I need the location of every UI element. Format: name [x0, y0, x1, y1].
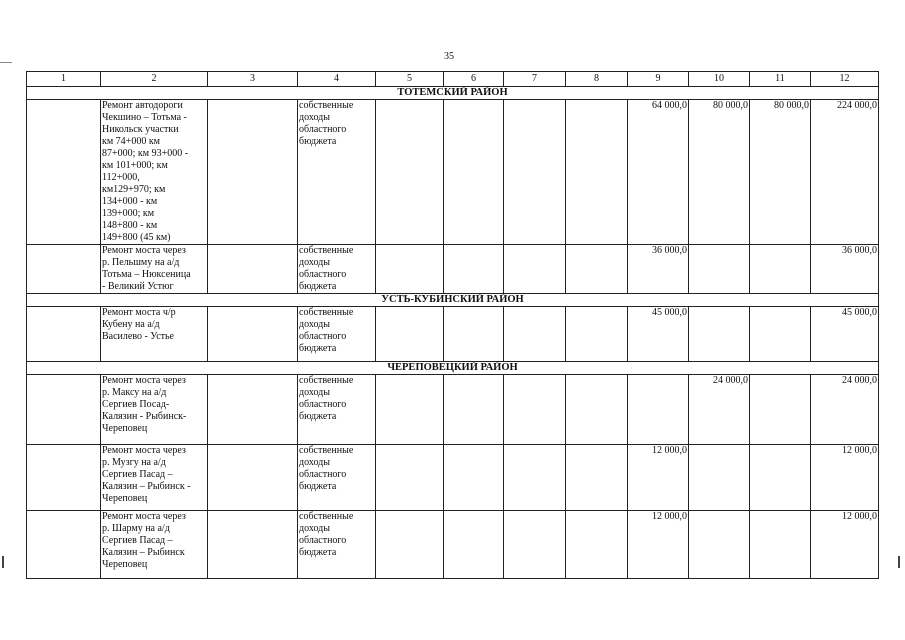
- work-description-line: Череповец: [102, 493, 148, 504]
- funding-source-line: областного: [299, 124, 347, 135]
- empty-cell: [27, 100, 101, 245]
- table-row: [27, 445, 879, 511]
- empty-cell: [444, 445, 504, 511]
- amount-col-12: 12 000,0: [811, 445, 879, 511]
- empty-cell: [376, 100, 444, 245]
- page-number: 35: [444, 51, 454, 62]
- region-title: ЧЕРЕПОВЕЦКИЙ РАЙОН: [27, 362, 879, 375]
- amount-col-11: [750, 375, 811, 445]
- empty-cell: [566, 511, 628, 579]
- empty-cell: [376, 307, 444, 362]
- empty-cell: [504, 511, 566, 579]
- funding-source-line: доходы: [299, 387, 330, 398]
- amount-col-10: 80 000,0: [689, 100, 750, 245]
- funding-source-line: собственные: [299, 511, 354, 522]
- work-description-line: Калязин – Рыбинск -: [102, 481, 191, 492]
- column-header-row: [27, 72, 879, 87]
- work-description-line: 112+000,: [102, 172, 140, 183]
- work-description-line: Ремонт автодороги: [102, 100, 183, 111]
- amount-col-10: 24 000,0: [689, 375, 750, 445]
- work-description-line: Ремонт моста ч/р: [102, 307, 176, 318]
- scan-edge-mark: [2, 556, 4, 568]
- region-header-row: [27, 362, 879, 375]
- empty-cell: [504, 445, 566, 511]
- work-description-line: р. Максу на а/д: [102, 387, 167, 398]
- amount-col-9: [628, 375, 689, 445]
- empty-cell: [27, 307, 101, 362]
- table-row: [27, 375, 879, 445]
- work-description-line: - Великий Устюг: [102, 281, 174, 292]
- region-header-row: [27, 87, 879, 100]
- amount-col-12: 24 000,0: [811, 375, 879, 445]
- work-description-line: Ремонт моста через: [102, 375, 186, 386]
- budget-table: [26, 71, 879, 579]
- column-header: 4: [298, 72, 376, 87]
- work-description-line: Сергиев Пасад –: [102, 535, 173, 546]
- funding-source-line: собственные: [299, 375, 354, 386]
- empty-cell: [27, 245, 101, 294]
- work-description-line: Никольск участки: [102, 124, 179, 135]
- funding-source-line: доходы: [299, 319, 330, 330]
- amount-col-11: [750, 445, 811, 511]
- column-header: 11: [750, 72, 811, 87]
- work-description-line: р. Пельшму на а/д: [102, 257, 180, 268]
- work-description-cell: [101, 511, 208, 579]
- work-description-line: Кубену на а/д: [102, 319, 160, 330]
- funding-source-cell: [298, 445, 376, 511]
- empty-cell: [504, 307, 566, 362]
- column-header: 9: [628, 72, 689, 87]
- region-header-row: [27, 294, 879, 307]
- funding-source-cell: [298, 307, 376, 362]
- amount-col-12: 224 000,0: [811, 100, 879, 245]
- empty-cell: [444, 245, 504, 294]
- amount-col-10: [689, 307, 750, 362]
- column-header: 1: [27, 72, 101, 87]
- work-description-line: Ремонт моста через: [102, 511, 186, 522]
- amount-col-10: [689, 245, 750, 294]
- column-header: 5: [376, 72, 444, 87]
- empty-cell: [208, 245, 298, 294]
- amount-col-10: [689, 445, 750, 511]
- table-row: [27, 511, 879, 579]
- table-row: [27, 245, 879, 294]
- column-header: 7: [504, 72, 566, 87]
- empty-cell: [208, 445, 298, 511]
- budget-table-wrapper: [26, 71, 879, 579]
- funding-source-line: доходы: [299, 457, 330, 468]
- work-description-line: 149+800 (45 км): [102, 232, 171, 243]
- empty-cell: [566, 445, 628, 511]
- funding-source-line: областного: [299, 469, 347, 480]
- work-description-cell: [101, 307, 208, 362]
- empty-cell: [208, 100, 298, 245]
- funding-source-line: собственные: [299, 307, 354, 318]
- empty-cell: [504, 100, 566, 245]
- region-title: ТОТЕМСКИЙ РАЙОН: [27, 87, 879, 100]
- empty-cell: [566, 245, 628, 294]
- scan-edge-line: [0, 62, 12, 63]
- empty-cell: [376, 375, 444, 445]
- column-header: 3: [208, 72, 298, 87]
- column-header: 10: [689, 72, 750, 87]
- work-description-line: 139+000; км: [102, 208, 155, 219]
- work-description-line: 148+800 - км: [102, 220, 158, 231]
- funding-source-line: доходы: [299, 523, 330, 534]
- empty-cell: [208, 375, 298, 445]
- amount-col-10: [689, 511, 750, 579]
- funding-source-cell: [298, 375, 376, 445]
- funding-source-line: бюджета: [299, 547, 337, 558]
- work-description-line: км 74+000 км: [102, 136, 161, 147]
- amount-col-9: 36 000,0: [628, 245, 689, 294]
- work-description-cell: [101, 100, 208, 245]
- column-header: 12: [811, 72, 879, 87]
- amount-col-9: 45 000,0: [628, 307, 689, 362]
- work-description-line: Тотьма – Нюксеница: [102, 269, 191, 280]
- funding-source-line: бюджета: [299, 281, 337, 292]
- empty-cell: [444, 511, 504, 579]
- empty-cell: [566, 100, 628, 245]
- amount-col-11: 80 000,0: [750, 100, 811, 245]
- work-description-line: Череповец: [102, 423, 148, 434]
- funding-source-line: собственные: [299, 445, 354, 456]
- work-description-line: км 101+000; км: [102, 160, 168, 171]
- amount-col-9: 64 000,0: [628, 100, 689, 245]
- funding-source-cell: [298, 245, 376, 294]
- empty-cell: [566, 375, 628, 445]
- empty-cell: [27, 375, 101, 445]
- empty-cell: [504, 375, 566, 445]
- column-header: 2: [101, 72, 208, 87]
- funding-source-line: бюджета: [299, 343, 337, 354]
- funding-source-line: доходы: [299, 257, 330, 268]
- funding-source-line: бюджета: [299, 136, 337, 147]
- work-description-line: Сергиев Посад-: [102, 399, 170, 410]
- empty-cell: [504, 245, 566, 294]
- work-description-cell: [101, 245, 208, 294]
- funding-source-line: бюджета: [299, 481, 337, 492]
- empty-cell: [444, 100, 504, 245]
- column-header: 8: [566, 72, 628, 87]
- work-description-cell: [101, 445, 208, 511]
- table-row: [27, 307, 879, 362]
- amount-col-12: 36 000,0: [811, 245, 879, 294]
- funding-source-line: собственные: [299, 245, 354, 256]
- empty-cell: [376, 511, 444, 579]
- work-description-line: 87+000; км 93+000 -: [102, 148, 189, 159]
- empty-cell: [444, 375, 504, 445]
- empty-cell: [27, 445, 101, 511]
- funding-source-line: областного: [299, 331, 347, 342]
- work-description-line: Череповец: [102, 559, 148, 570]
- work-description-line: Калязин – Рыбинск: [102, 547, 185, 558]
- funding-source-line: доходы: [299, 112, 330, 123]
- region-title: УСТЬ-КУБИНСКИЙ РАЙОН: [27, 294, 879, 307]
- work-description-line: Василево - Устье: [102, 331, 174, 342]
- work-description-cell: [101, 375, 208, 445]
- funding-source-line: бюджета: [299, 411, 337, 422]
- funding-source-cell: [298, 100, 376, 245]
- work-description-line: р. Музгу на а/д: [102, 457, 166, 468]
- amount-col-9: 12 000,0: [628, 511, 689, 579]
- amount-col-9: 12 000,0: [628, 445, 689, 511]
- amount-col-12: 12 000,0: [811, 511, 879, 579]
- amount-col-11: [750, 511, 811, 579]
- work-description-line: р. Шарму на а/д: [102, 523, 170, 534]
- work-description-line: Ремонт моста через: [102, 245, 186, 256]
- scan-edge-mark: [898, 556, 900, 568]
- amount-col-11: [750, 245, 811, 294]
- funding-source-line: областного: [299, 269, 347, 280]
- funding-source-cell: [298, 511, 376, 579]
- empty-cell: [444, 307, 504, 362]
- empty-cell: [208, 307, 298, 362]
- work-description-line: 134+000 - км: [102, 196, 158, 207]
- work-description-line: Калязин - Рыбинск-: [102, 411, 187, 422]
- empty-cell: [376, 445, 444, 511]
- empty-cell: [376, 245, 444, 294]
- work-description-line: Ремонт моста через: [102, 445, 186, 456]
- amount-col-11: [750, 307, 811, 362]
- funding-source-line: областного: [299, 535, 347, 546]
- funding-source-line: собственные: [299, 100, 354, 111]
- table-row: [27, 100, 879, 245]
- work-description-line: Сергиев Пасад –: [102, 469, 173, 480]
- column-header: 6: [444, 72, 504, 87]
- work-description-line: Чекшино – Тотьма -: [102, 112, 187, 123]
- empty-cell: [27, 511, 101, 579]
- funding-source-line: областного: [299, 399, 347, 410]
- work-description-line: км129+970; км: [102, 184, 166, 195]
- empty-cell: [566, 307, 628, 362]
- amount-col-12: 45 000,0: [811, 307, 879, 362]
- empty-cell: [208, 511, 298, 579]
